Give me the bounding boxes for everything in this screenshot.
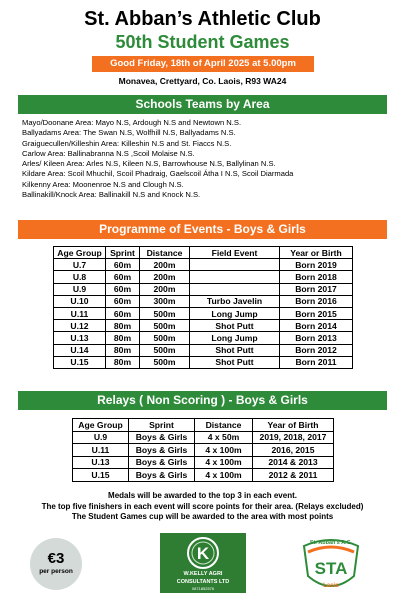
sponsor-phone: 0871852576 (191, 586, 215, 591)
table-cell: U.13 (54, 332, 106, 344)
table-cell: 500m (140, 356, 190, 368)
table-cell: Born 2019 (280, 259, 353, 271)
table-cell: 4 x 100m (195, 444, 253, 457)
games-title: 50th Student Games (115, 32, 290, 52)
table-row (54, 332, 353, 344)
table-cell: Born 2011 (280, 356, 353, 368)
table-cell: U.10 (54, 295, 106, 307)
table-cell: Boys & Girls (129, 456, 195, 469)
table-cell: Long Jump (190, 307, 280, 319)
column-header: Year or Birth (280, 247, 353, 259)
schools-heading: Schools Teams by Area (18, 95, 387, 114)
table-row (73, 469, 334, 482)
table-row (54, 307, 353, 319)
table-cell: 500m (140, 344, 190, 356)
crest-top-text: St. Abban's A.C. (309, 540, 353, 546)
table-header-row (54, 247, 353, 259)
table-cell: Turbo Javelin (190, 295, 280, 307)
table-cell: Shot Putt (190, 356, 280, 368)
area-line: Ballinakill/Knock Area: Ballinakill N.S and Knock N.S. (22, 190, 201, 200)
table-cell: Shot Putt (190, 344, 280, 356)
club-crest-icon (300, 532, 362, 596)
table-cell: 80m (106, 332, 140, 344)
price-badge (30, 538, 82, 590)
table-cell: U.13 (73, 456, 129, 469)
column-header: Distance (195, 419, 253, 432)
column-header: Age Group (73, 419, 129, 432)
table-row (54, 320, 353, 332)
schools-area-list (22, 118, 394, 200)
table-cell: U.7 (54, 259, 106, 271)
table-cell: 200m (140, 271, 190, 283)
venue-address: Monavea, Crettyard, Co. Laois, R93 WA24 (118, 76, 287, 86)
table-cell: 60m (106, 307, 140, 319)
area-line: Carlow Area: Ballinabranna N.S ,Scoil Molaise N.S. (22, 148, 195, 158)
column-header: Field Event (190, 247, 280, 259)
table-cell: U.12 (54, 320, 106, 332)
sponsor-name-line2: CONSULTANTS LTD (176, 578, 230, 585)
table-cell: 200m (140, 283, 190, 295)
sponsor-name-line1: W.KELLY AGRI (183, 571, 223, 577)
table-cell: 4 x 100m (195, 456, 253, 469)
footnote: Medals will be awarded to the top 3 in each event. (108, 491, 297, 500)
table-cell: 4 x 50m (195, 431, 253, 444)
table-cell: Boys & Girls (129, 469, 195, 482)
area-line: Mayo/Doonane Area: Mayo N.S, Ardough N.S and Newtown N.S. (22, 118, 242, 127)
table-row (54, 356, 353, 368)
table-cell: 2012 & 2011 (253, 469, 334, 482)
crest-bottom-text: Laois (323, 583, 339, 589)
table-cell: 500m (140, 307, 190, 319)
table-row (54, 283, 353, 295)
table-cell: 80m (106, 356, 140, 368)
table-cell: 60m (106, 271, 140, 283)
table-cell: 80m (106, 320, 140, 332)
table-header-row (73, 419, 334, 432)
table-row (73, 456, 334, 469)
table-cell: U.11 (73, 444, 129, 457)
table-cell: 2016, 2015 (253, 444, 334, 457)
table-cell: U.14 (54, 344, 106, 356)
table-cell: Boys & Girls (129, 431, 195, 444)
table-cell: U.11 (54, 307, 106, 319)
table-cell: Born 2017 (280, 283, 353, 295)
programme-heading: Programme of Events - Boys & Girls (18, 220, 387, 239)
table-row (54, 295, 353, 307)
table-cell: Boys & Girls (129, 444, 195, 457)
table-cell: U.15 (54, 356, 106, 368)
date-banner: Good Friday, 18th of April 2025 at 5.00pm (92, 56, 314, 72)
area-line: Kildare Area: Scoil Mhuchil, Scoil Phadraig, Gaelscoil Átha I N.S, Scoil Diarmada (22, 169, 294, 179)
area-line: Graiguecullen/Killeshin Area: Killeshin N.S and St. Fiaccs N.S. (22, 138, 232, 148)
table-cell (190, 271, 280, 283)
table-cell: U.8 (54, 271, 106, 283)
table-cell (190, 259, 280, 271)
footnotes (0, 491, 405, 523)
column-header: Sprint (129, 419, 195, 432)
sponsor-k-emblem-icon (186, 536, 220, 570)
club-title: St. Abban’s Athletic Club (84, 8, 321, 30)
programme-table (53, 246, 353, 369)
relays-table (72, 418, 334, 482)
table-cell: Born 2014 (280, 320, 353, 332)
table-row (54, 259, 353, 271)
footnote: The top five finishers in each event will score points for their area. (Relays excluded) (41, 501, 364, 511)
footnote: The Student Games cup will be awarded to the area with most points (71, 512, 334, 521)
column-header: Year of Birth (253, 419, 334, 432)
table-cell: 80m (106, 344, 140, 356)
price-amount: €3 (47, 550, 65, 567)
table-cell: Born 2016 (280, 295, 353, 307)
table-cell: 300m (140, 295, 190, 307)
table-cell (190, 283, 280, 295)
table-cell: U.9 (73, 431, 129, 444)
table-cell: U.15 (73, 469, 129, 482)
table-cell: Shot Putt (190, 320, 280, 332)
crest-letters: STA (314, 559, 348, 578)
table-cell: Born 2018 (280, 271, 353, 283)
area-line: Arles/ Kileen Area: Arles N.S, Kileen N.S, Barrowhouse N.S, Ballylinan N.S. (22, 159, 276, 169)
column-header: Age Group (54, 247, 106, 259)
sponsor-logo (160, 533, 246, 593)
table-row (73, 431, 334, 444)
table-cell: 60m (106, 283, 140, 295)
table-row (54, 344, 353, 356)
column-header: Distance (140, 247, 190, 259)
table-cell: Born 2013 (280, 332, 353, 344)
sponsor-letter: K (196, 544, 210, 563)
table-cell: 2014 & 2013 (253, 456, 334, 469)
table-cell: Long Jump (190, 332, 280, 344)
relays-heading: Relays ( Non Scoring ) - Boys & Girls (18, 391, 387, 410)
table-cell: 500m (140, 320, 190, 332)
table-cell: U.9 (54, 283, 106, 295)
table-cell: 200m (140, 259, 190, 271)
table-row (54, 271, 353, 283)
table-cell: 60m (106, 259, 140, 271)
area-line: Kilkenny Area: Moonenroe N.S and Clough N.S. (22, 179, 184, 189)
table-cell: 60m (106, 295, 140, 307)
table-cell: 2019, 2018, 2017 (253, 431, 334, 444)
area-line: Ballyadams Area: The Swan N.S, Wolfhill N.S, Ballyadams N.S. (22, 128, 236, 138)
column-header: Sprint (106, 247, 140, 259)
price-per: per person (39, 568, 73, 575)
table-cell: Born 2015 (280, 307, 353, 319)
table-cell: 500m (140, 332, 190, 344)
table-cell: Born 2012 (280, 344, 353, 356)
table-row (73, 444, 334, 457)
table-cell: 4 x 100m (195, 469, 253, 482)
